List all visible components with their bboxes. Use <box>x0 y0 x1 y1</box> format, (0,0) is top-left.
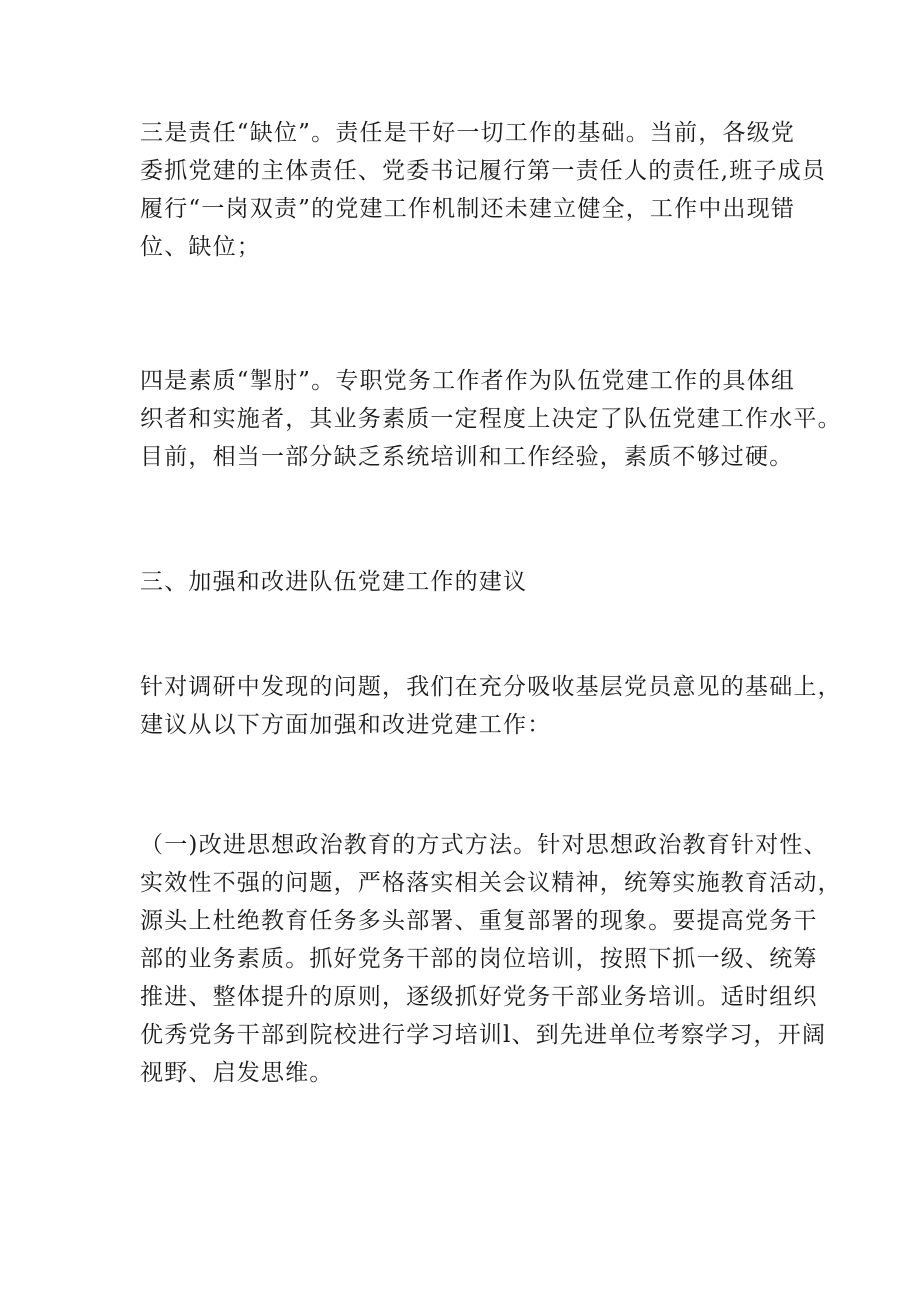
text-line: 目前，相当一部分缺乏系统培训和工作经验，素质不够过硬。 <box>140 444 794 470</box>
section-heading <box>140 563 790 601</box>
paragraph-responsibility <box>140 114 827 266</box>
text-line: 履行“一岗双责”的党建工作机制还未建立健全，工作中出现错 <box>140 196 796 222</box>
heading-line: 三、加强和改进队伍党建工作的建议 <box>140 569 528 595</box>
text-line: 建议从以下方面加强和改进党建工作： <box>140 712 552 738</box>
text-line: 四是素质“掣肘”。专职党务工作者作为队伍党建工作的具体组 <box>140 368 796 394</box>
text-line: 实效性不强的问题，严格落实相关会议精神，统筹实施教育活动， <box>140 870 842 896</box>
text-line: 源头上杜绝教育任务多头部署、重复部署的现象。要提高党务干 <box>140 908 818 934</box>
text-line: 视野、启发思维。 <box>140 1060 334 1086</box>
text-line: 三是责任“缺位”。责任是干好一切工作的基础。当前，各级党 <box>140 120 796 146</box>
paragraph-education-methods <box>140 826 842 1092</box>
text-line: 位、缺位； <box>140 234 261 260</box>
text-line: 针对调研中发现的问题，我们在充分吸收基层党员意见的基础上， <box>140 674 842 700</box>
text-line: 部的业务素质。抓好党务干部的岗位培训，按照下抓一级、统筹 <box>140 946 818 972</box>
text-line: 委抓党建的主体责任、党委书记履行第一责任人的责任,班子成员 <box>140 158 827 184</box>
text-line: 推进、整体提升的原则，逐级抓好党务干部业务培训。适时组织 <box>140 984 818 1010</box>
paragraph-quality <box>140 362 842 476</box>
text-line: （一)改进思想政治教育的方式方法。针对思想政治教育针对性、 <box>140 832 828 858</box>
text-line: 织者和实施者，其业务素质一定程度上决定了队伍党建工作水平。 <box>140 406 842 432</box>
paragraph-intro <box>140 668 842 744</box>
text-line: 优秀党务干部到院校进行学习培训l、到先进单位考察学习，开阔 <box>140 1022 827 1048</box>
